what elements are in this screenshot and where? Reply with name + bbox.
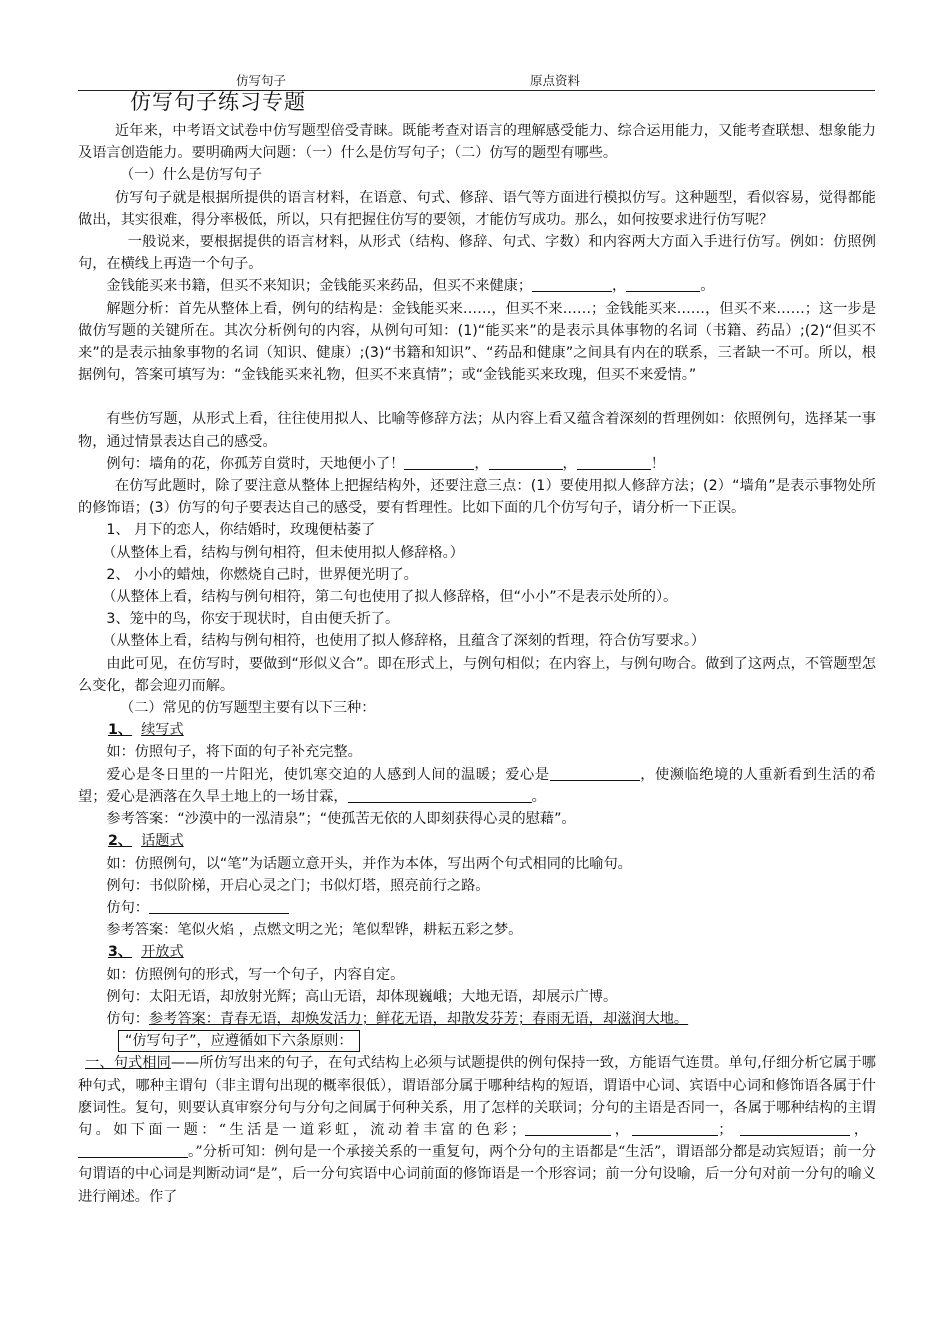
rule-1-text: ——所仿写出来的句子，在句式结构上必须与试题提供的例句保持一致，方能语气连贯。单句,仔细分析它属于哪种句式，哪种主谓句（非主谓句出现的概率很低），谓语部分属于哪种结构的短语，谓语中心词、宾语中心词和修饰语各属于什麽词性。复句，则要认真审察分句与分句之间属于何种关系，用了怎样的关联词；分句的主语是否同一，各属于哪种结构的主谓句。 [78,1055,876,1138]
header-left: 仿写句子 [236,73,287,88]
example-1-text: 金钱能买来书籍，但买不来知识；金钱能买来药品，但买不来健康； [106,278,533,295]
type-1-question-b: ，使濒临绝境的人重新看到生活的希望；爱心是洒落在久旱土地上的一场甘霖， [78,766,876,805]
header-right: 原点资料 [530,73,581,88]
blank [149,899,289,914]
blank [532,277,612,292]
blank [404,455,474,470]
case-comment: （从整体上看，结构与例句相符，第二句也使用了拟人修辞格，但“小小”不是表示处所的）。 [102,589,678,606]
type-1-name: 续写式 [141,722,184,739]
rule-1-paragraph [78,1052,876,1207]
type-3-heading [78,941,876,963]
type-2-example: 例句：书似阶梯，开启心灵之门；书似灯塔，照亮前行之路。 [106,877,490,894]
example-1-end: 。 [700,278,715,295]
rhetoric-paragraph: 有些仿写题，从形式上看，往往使用拟人、比喻等修辞方法；从内容上看又蕴含着深刻的哲理例如：依照例句，选择某一事物，通过情景表达自己的感受。 [78,411,876,450]
type-3-name: 开放式 [141,944,184,961]
case-item: 3、笼中的鸟，你安于现状时，自由便夭折了。 [106,611,400,628]
type-3-imitate [78,1008,876,1030]
rule-1-sep: ， [850,1121,872,1138]
case-comment: （从整体上看，结构与例句相符，但未使用拟人修辞格。） [102,544,464,561]
type-3-ask: 如：仿照例句的形式，写一个句子，内容自定。 [106,966,405,983]
example-1 [78,275,876,297]
blank [550,766,640,781]
type-2-imitate-label: 仿句： [106,899,149,916]
type-1-question [78,764,876,808]
type-2-imitate [78,897,876,919]
conclusion-paragraph: 由此可见，在仿写时，要做到“形似义合”。即在形式上，与例句相似；在内容上，与例句吻合。做到了这两点，不管题型怎么变化，都会迎刃而解。 [78,655,876,694]
rule-1-sep: ， [611,1121,633,1138]
type-2-name: 话题式 [141,833,184,850]
type-1-question-end: 。 [531,788,546,805]
case-comment: （从整体上看，结构与例句相符，也使用了拟人修辞格，且蕴含了深刻的哲理，符合仿写要求。） [102,633,706,650]
definition-paragraph: 仿写句子就是根据所提供的语言材料，在语意、句式、修辞、语气等方面进行模拟仿写。这种题型，看似容易，觉得都能做出，其实很难，得分率极低，所以，只有把握住仿写的要领，才能仿写成功。那么，如何按要求进行仿写呢？ [78,189,876,228]
type-3-answer: 参考答案：青春无语，却焕发活力；鲜花无语，却散发芬芳；春雨无语，却滋润大地。 [148,1010,689,1027]
blank [348,788,532,803]
intro-paragraph: 近年来，中考语文试卷中仿写题型倍受青睐。既能考查对语言的理解感受能力、综合运用能力，又能考查联想、想象能力及语言创造能力。要明确两大问题：（一）什么是仿写句子；（二）仿写的题型有哪些。 [78,123,876,162]
type-3-example: 例句：太阳无语，却放射光辉；高山无语，却体现巍峨；大地无语，却展示广博。 [106,988,618,1005]
example-2-sep: ， [562,455,577,472]
type-2-ask: 如：仿照例句，以“笔”为话题立意开头，并作为本体，写出两个句式相同的比喻句。 [106,855,632,872]
example-1-sep: ， [612,278,627,295]
rule-1-number: 一、 [85,1055,114,1072]
case-item: 1、 月下的恋人，你结婚时，玫瑰便枯萎了 [106,522,376,539]
rule-1-name: 句式相同 [113,1055,171,1072]
case-item: 2、 小小的蜡烛，你燃烧自己时，世界便光明了。 [106,566,418,583]
document-body [78,120,876,1208]
blank [525,1121,611,1136]
blank [632,1121,718,1136]
example-2-sep: ， [474,455,489,472]
general-paragraph: 一般说来，要根据提供的语言材料，从形式（结构、修辞、句式、字数）和内容两大方面入手进行仿写。例如：仿照例句，在横线上再造一个句子。 [78,234,876,273]
type-1-number: 1、 [108,722,133,739]
type-3-imitate-label: 仿句： [106,1010,149,1027]
blank [577,455,651,470]
blank [626,277,700,292]
section-heading-2: （二）常见的仿写题型主要有以下三种： [120,700,376,717]
rule-1-sep: ； [718,1121,733,1138]
rule-1-example: 如下面一题：“生活是一道彩虹，流动着丰富的色彩； [113,1121,526,1138]
type-1-answer: 参考答案：“沙漠中的一泓清泉”；“使孤苦无依的人即刻获得心灵的慰藉”。 [106,811,576,828]
type-2-heading [78,830,876,852]
rule-1-analysis: 。”分析可知：例句是一个承接关系的一重复句，两个分句的主语都是“生活”，谓语部分都是动宾短语；前一分句谓语的中心词是判断动词“是”，后一分句宾语中心词前面的修饰语是一个形容词；前一分句设喻，后一分句对前一分句的喻义进行阐述。作了 [78,1144,876,1205]
example-2 [78,453,876,475]
type-1-ask: 如：仿照句子，将下面的句子补充完整。 [106,744,362,761]
type-3-number: 3、 [108,944,133,961]
section-heading-1: （一）什么是仿写句子 [120,167,262,184]
attention-paragraph: 在仿写此题时，除了要注意从整体上把握结构外，还要注意三点：(1）要使用拟人修辞方法；(2）“墙角”是表示事物处所的修饰语；(3）仿写的句子要表达自己的感受，要有哲理性。比如下面的几个仿写句子，请分析一下正误。 [78,478,876,517]
principles-heading [78,1030,876,1052]
example-2-text: 例句：墙角的花，你孤芳自赏时，天地便小了！ [106,455,405,472]
analysis-paragraph: 解题分析：首先从整体上看，例句的结构是：金钱能买来……，但买不来……；金钱能买来……，但买不来……；这一步是做仿写题的关键所在。其次分析例句的内容，从例句可知：(1)“能买来”的是表示具体事物的名词（书籍、药品）;(2)“但买不来”的是表示抽象事物的名词（知识、健康）;(3)“书籍和知识”、“药品和健康”之间具有内在的联系，三者缺一不可。所以，根据例句，答案可填写为：“金钱能买来礼物，但买不来真情”；或“金钱能买来玫瑰，但买不来爱情。” [78,300,876,384]
blank [489,455,563,470]
spacer [78,386,876,408]
type-2-answer: 参考答案：笔似火焰 ，点燃文明之光；笔似犁铧，耕耘五彩之梦。 [106,922,523,939]
type-1-heading [78,719,876,741]
principles-box: “仿写句子”，应遵循如下六条原则： [118,1030,360,1052]
page-title: 仿写句子练习专题 [130,90,306,114]
type-1-question-a: 爱心是冬日里的一片阳光，使饥寒交迫的人感到人间的温暖；爱心是 [106,766,550,783]
blank [740,1121,850,1136]
blank [78,1143,188,1158]
example-2-end: ！ [650,455,665,472]
type-2-number: 2、 [108,833,133,850]
